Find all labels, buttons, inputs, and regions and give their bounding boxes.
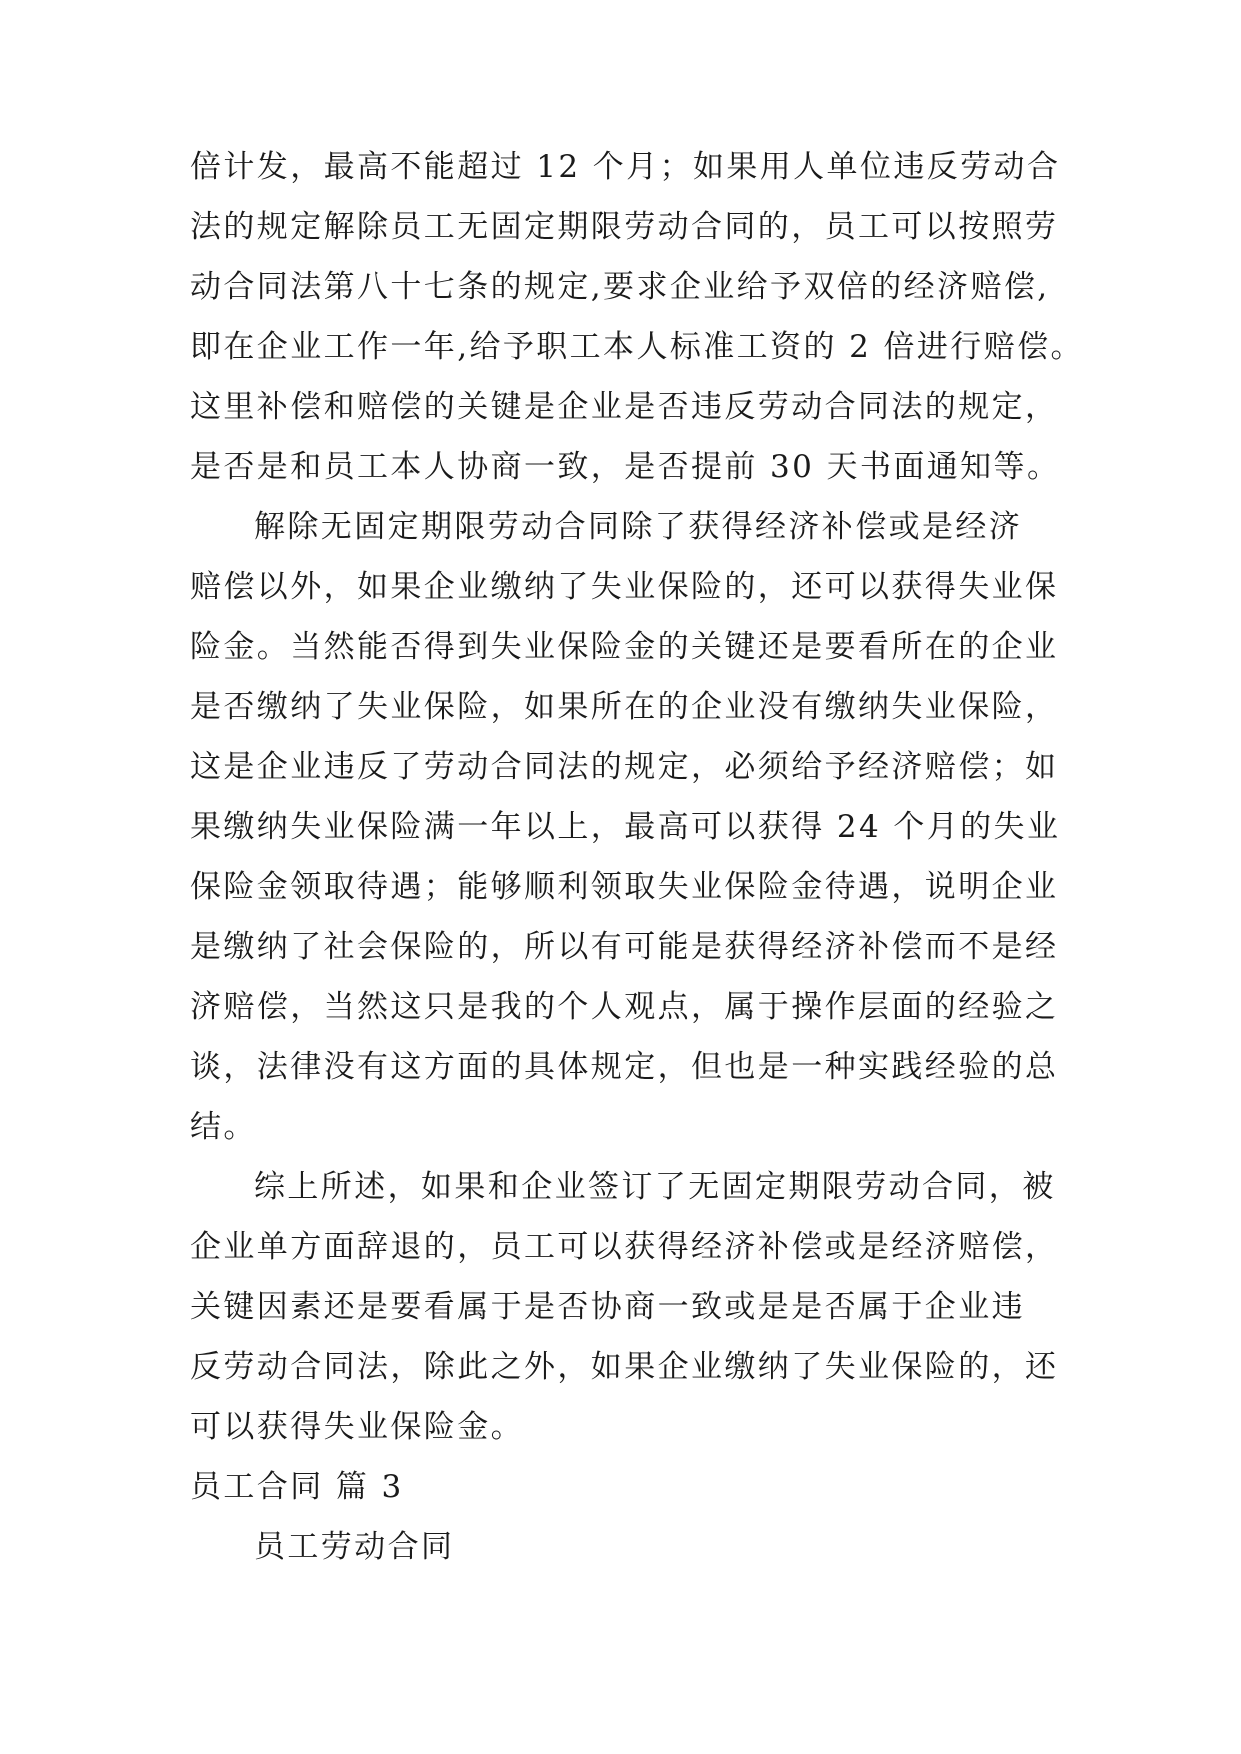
- text-line: 果缴纳失业保险满一年以上，最高可以获得 24 个月的失业: [190, 809, 1061, 845]
- text-line: 动合同法第八十七条的规定,要求企业给予双倍的经济赔偿,: [190, 269, 1050, 305]
- text-line: 保险金领取待遇；能够顺利领取失业保险金待遇，说明企业: [190, 869, 1059, 905]
- text-line: 企业单方面辞退的，员工可以获得经济补偿或是经济赔偿，: [190, 1229, 1059, 1265]
- text-line: 反劳动合同法，除此之外，如果企业缴纳了失业保险的，还: [190, 1349, 1059, 1385]
- section-heading: 员工合同 篇 3: [190, 1469, 404, 1505]
- text-line: 倍计发，最高不能超过 12 个月；如果用人单位违反劳动合: [190, 149, 1061, 185]
- text-line: 这里补偿和赔偿的关键是企业是否违反劳动合同法的规定，: [190, 389, 1059, 425]
- subheading: 员工劳动合同: [254, 1529, 455, 1565]
- text-line: 是缴纳了社会保险的，所以有可能是获得经济补偿而不是经: [190, 929, 1059, 965]
- text-line: 这是企业违反了劳动合同法的规定，必须给予经济赔偿；如: [190, 749, 1059, 785]
- paragraph-first-line: 解除无固定期限劳动合同除了获得经济补偿或是经济: [254, 509, 1023, 545]
- text-line: 谈，法律没有这方面的具体规定，但也是一种实践经验的总: [190, 1049, 1059, 1085]
- text-line: 法的规定解除员工无固定期限劳动合同的，员工可以按照劳: [190, 209, 1059, 245]
- text-line: 关键因素还是要看属于是否协商一致或是是否属于企业违: [190, 1289, 1025, 1325]
- text-line: 济赔偿，当然这只是我的个人观点，属于操作层面的经验之: [190, 989, 1059, 1025]
- text-line: 是否缴纳了失业保险，如果所在的企业没有缴纳失业保险，: [190, 689, 1059, 725]
- paragraph-first-line: 综上所述，如果和企业签订了无固定期限劳动合同，被: [254, 1169, 1056, 1205]
- text-line: 可以获得失业保险金。: [190, 1409, 524, 1445]
- text-line: 即在企业工作一年,给予职工本人标准工资的 2 倍进行赔偿。: [190, 329, 1084, 365]
- text-line: 险金。当然能否得到失业保险金的关键还是要看所在的企业: [190, 629, 1059, 665]
- text-line: 结。: [190, 1109, 257, 1145]
- text-line: 赔偿以外，如果企业缴纳了失业保险的，还可以获得失业保: [190, 569, 1059, 605]
- text-line: 是否是和员工本人协商一致，是否提前 30 天书面通知等。: [190, 449, 1061, 485]
